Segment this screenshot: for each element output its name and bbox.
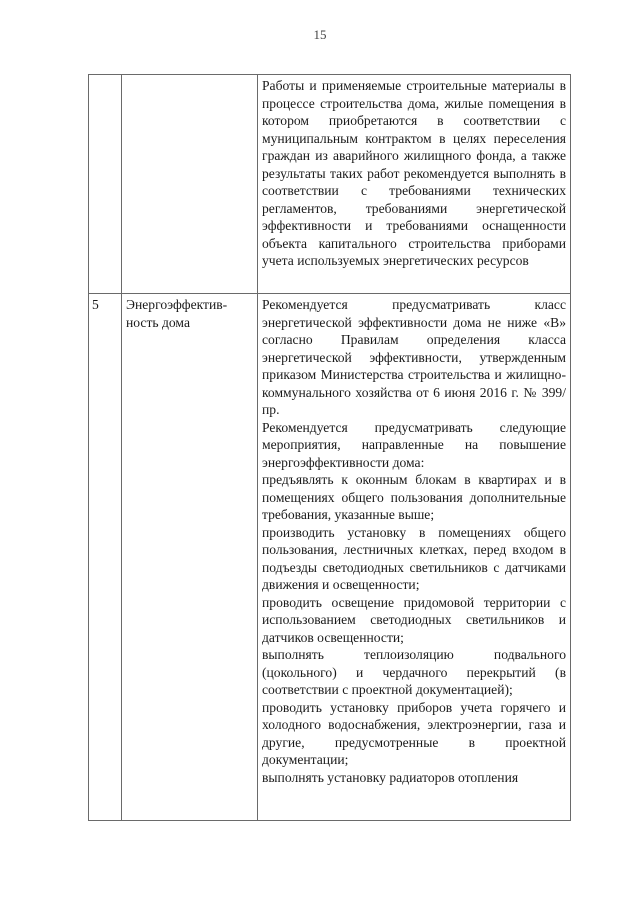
paragraph: выполнять установку радиаторов отопления — [262, 769, 519, 785]
row-number-cell — [89, 75, 122, 294]
row-name-line: Энергоэффектив- — [126, 297, 228, 312]
row-number-cell: 5 — [89, 294, 122, 821]
paragraph: проводить освещение придомовой территории с использованием светодиодных светильников и датчиков освещенности; — [262, 594, 566, 645]
row-text-cell — [258, 294, 571, 821]
requirements-table — [88, 74, 571, 821]
table-row — [89, 294, 571, 821]
page-number: 15 — [313, 27, 327, 42]
paragraph: выполнять теплоизоляцию подвального (цокольного) и чердачного перекрытий (в соответствии с проектной документацией); — [262, 647, 566, 697]
table-row — [89, 75, 571, 294]
row-name-line: ность дома — [126, 314, 190, 330]
paragraph: производить установку в помещениях общего пользования, лестничных клетках, перед входом в подъезды светодиодных светильников с датчиками движения и освещенности; — [262, 524, 566, 592]
row-name-cell — [122, 294, 258, 821]
paragraph: предъявлять к оконным блокам в квартирах и в помещениях общего пользования дополнительные требования, указанные выше; — [262, 472, 566, 522]
paragraph: Работы и применяемые строительные материалы в процессе строительства дома, жилые помещения в котором приобретаются в соответствии с муниципальным контрактом в целях переселения граждан из аварийного жилищного фонда, а также результаты таких работ рекомендуется выполнять в соответствии с требованиями технических регламентов, требованиями энергетической эффективности и требованиями оснащенности объекта капитального строительства приборами учета используемых энергетических ресурсов — [262, 78, 566, 268]
row-text-cell — [258, 75, 571, 294]
paragraph: проводить установку приборов учета горячего и холодного водоснабжения, электроэнергии, газа и другие, предусмотренные в проектной документации; — [262, 699, 566, 767]
paragraph: Рекомендуется предусматривать класс энергетической эффективности дома не ниже «В» согласно Правилам определения класса энергетической эффективности, утвержденным приказом Министерства строительства и жилищно-коммунального хозяйства от 6 июня 2016 г. № 399/пр. — [262, 297, 566, 417]
row-name-cell — [122, 75, 258, 294]
paragraph: Рекомендуется предусматривать следующие мероприятия, направленные на повышение энергоэффективности дома: — [262, 419, 566, 470]
